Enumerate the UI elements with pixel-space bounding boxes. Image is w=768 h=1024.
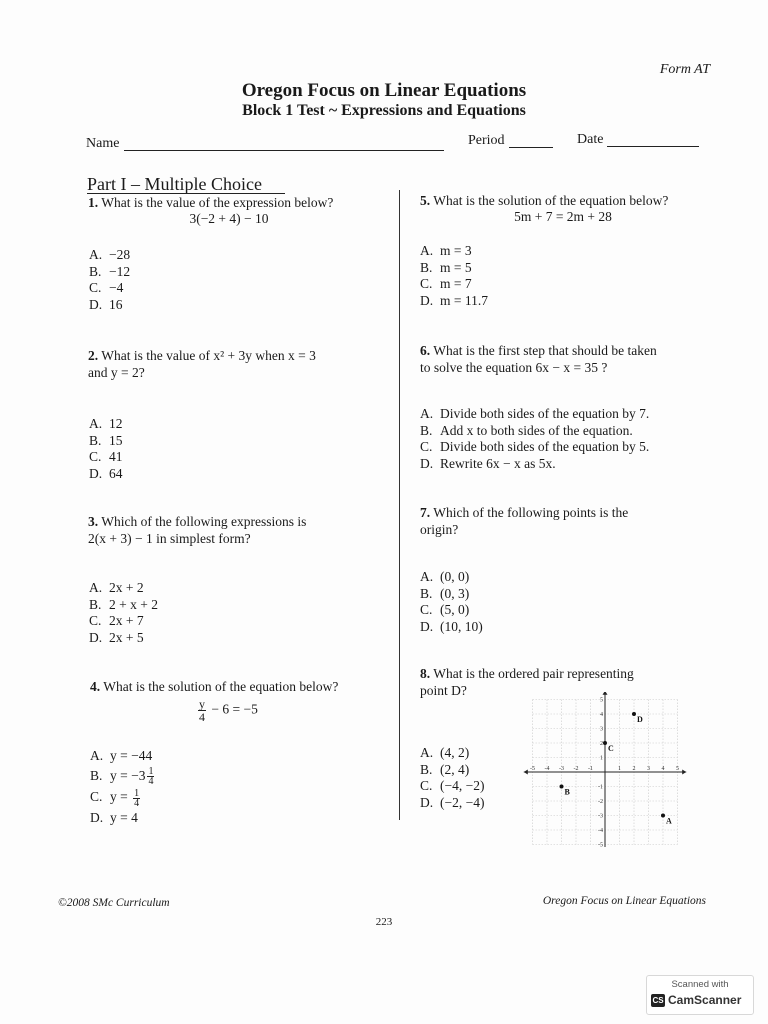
- choice-c: C. (−4, −2): [420, 778, 485, 793]
- name-line: [124, 150, 444, 151]
- period-label: Period: [468, 133, 505, 148]
- y-tick-label: 3: [600, 726, 603, 733]
- choice-d: D. 16: [89, 296, 123, 312]
- y-tick-label: 5: [600, 697, 603, 704]
- x-tick-label: -1: [588, 766, 593, 772]
- x-tick-label: 5: [676, 766, 679, 772]
- x-tick-label: -3: [559, 766, 564, 772]
- choice-b: B. (0, 3): [420, 585, 470, 601]
- question-5: 5. What is the solution of the equation below?: [420, 193, 669, 208]
- footer-book-title: Oregon Focus on Linear Equations: [542, 895, 706, 907]
- choice-a: A. Divide both sides of the equation by 7.: [420, 406, 650, 421]
- question-2-choices: [89, 416, 123, 482]
- choice-c: C. 2x + 7: [89, 613, 144, 628]
- choice-c: C. y = $\frac{1}{4}$: [90, 787, 140, 809]
- choice-a: A. 2x + 2: [89, 580, 144, 595]
- point-b: [560, 785, 564, 789]
- part-title: Part I – Multiple Choice: [87, 174, 262, 194]
- choice-d: D. 2x + 5: [89, 629, 144, 645]
- page-subtitle: Block 1 Test ~ Expressions and Equations: [242, 102, 526, 119]
- form-id: Form AT: [659, 62, 710, 77]
- question-4: 4. What is the solution of the equation below?: [90, 679, 339, 694]
- choice-c: C. (5, 0): [420, 602, 470, 617]
- x-tick-label: 3: [647, 766, 650, 772]
- name-label: Name: [86, 136, 120, 151]
- question-2: 2. What is the value of x² + 3y when x = 3 and y = 2?: [88, 348, 316, 380]
- choice-d: D. Rewrite 6x − x as 5x.: [420, 455, 556, 471]
- choice-b: B. −12: [89, 263, 131, 279]
- camscanner-badge: [646, 975, 754, 1015]
- question-4-choices: [90, 746, 156, 828]
- point-a: [661, 814, 665, 818]
- date-line: [607, 146, 699, 147]
- choice-d: D. (−2, −4): [420, 794, 485, 810]
- choice-c: C. 41: [89, 449, 123, 464]
- column-divider: [399, 190, 400, 820]
- x-tick-label: 2: [632, 766, 636, 772]
- point-d: [632, 712, 636, 716]
- scanner-caption: Scanned with: [671, 979, 729, 990]
- question-5-expression: 5m + 7 = 2m + 28: [514, 209, 612, 224]
- choice-a: A. (0, 0): [420, 569, 470, 584]
- coordinate-grid: [520, 692, 695, 847]
- choice-a: A. 12: [89, 416, 123, 431]
- choice-d: D. (10, 10): [420, 618, 483, 634]
- x-tick-label: -5: [530, 766, 535, 772]
- date-label: Date: [577, 132, 604, 147]
- choice-c: C. −4: [89, 280, 124, 295]
- question-4-expression: $\frac{y}{4}$ − 6 = −5: [199, 697, 258, 724]
- point-label-a: A: [666, 816, 672, 826]
- choice-c: C. m = 7: [420, 276, 472, 291]
- choice-b: B. (2, 4): [420, 761, 470, 777]
- question-5-choices: [420, 243, 488, 309]
- choice-d: D. 64: [89, 465, 123, 481]
- x-tick-label: -2: [573, 766, 579, 772]
- page-title: Oregon Focus on Linear Equations: [241, 80, 527, 101]
- question-3-choices: [89, 580, 158, 646]
- x-tick-label: 4: [661, 766, 665, 772]
- camscanner-logo-icon: CS: [652, 996, 664, 1005]
- scanner-name: CamScanner: [668, 993, 742, 1007]
- y-tick-label: 4: [600, 712, 603, 718]
- question-8: 8. What is the ordered pair representing point D?: [420, 666, 634, 698]
- choice-b: B. m = 5: [420, 259, 472, 275]
- period-line: [509, 147, 553, 148]
- point-label-b: B: [564, 787, 570, 797]
- question-3: 3. Which of the following expressions is 2(x + 3) − 1 in simplest form?: [88, 514, 307, 546]
- question-6-choices: [420, 406, 649, 472]
- question-8-choices: [420, 745, 484, 811]
- choice-d: D. y = 4: [90, 810, 138, 826]
- y-tick-label: -3: [598, 813, 603, 820]
- choice-a: A. (4, 2): [420, 745, 470, 760]
- point-label-d: D: [637, 715, 643, 724]
- question-7: 7. Which of the following points is the origin?: [420, 505, 629, 537]
- y-tick-label: 1: [600, 755, 603, 762]
- copyright: ©2008 SMc Curriculum: [58, 897, 170, 909]
- choice-a: A. −28: [89, 247, 131, 262]
- choice-d: D. m = 11.7: [420, 292, 488, 308]
- question-1: 1. What is the value of the expression below?: [88, 195, 334, 210]
- point-c: [603, 741, 607, 745]
- x-tick-label: 1: [618, 766, 621, 772]
- point-label-c: C: [608, 744, 614, 753]
- y-tick-label: -2: [598, 799, 603, 805]
- choice-b: B. Add x to both sides of the equation.: [420, 422, 633, 438]
- choice-a: A. y = −44: [90, 748, 153, 763]
- question-1-expression: 3(−2 + 4) − 10: [189, 211, 269, 226]
- choice-b: B. y = −3 $\frac{1}{4}$: [90, 766, 154, 788]
- x-tick-label: -4: [544, 766, 550, 772]
- page-number: 223: [375, 916, 393, 928]
- question-1-choices: [89, 247, 130, 313]
- y-tick-label: -4: [598, 828, 603, 834]
- choice-b: B. 2 + x + 2: [89, 596, 158, 612]
- choice-a: A. m = 3: [420, 243, 472, 258]
- y-tick-label: 2: [600, 741, 603, 747]
- choice-b: B. 15: [89, 432, 123, 448]
- question-7-choices: [420, 569, 483, 635]
- choice-c: C. Divide both sides of the equation by 5.: [420, 439, 650, 454]
- y-tick-label: -1: [598, 784, 603, 791]
- y-tick-label: -5: [598, 842, 603, 847]
- question-6: 6. What is the first step that should be taken to solve the equation 6x − x = 35 ?: [420, 343, 657, 375]
